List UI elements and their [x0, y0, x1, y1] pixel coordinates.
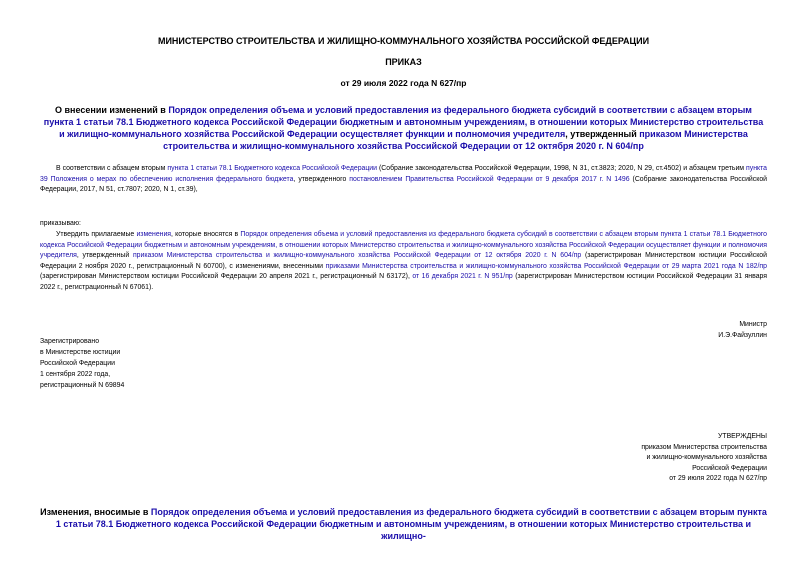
p3-link-changes[interactable]: изменения [136, 231, 172, 238]
p3-text-6: (зарегистрирован Министерством юстиции Российской Федерации 31 января 2022 г., регистрационный N 67061). [40, 273, 768, 291]
approved-line: Российской Федерации [692, 464, 767, 472]
p3-text-5: (зарегистрирован Министерством юстиции Российской Федерации 20 апреля 2021 г., регистрационный N 63172), [40, 273, 413, 280]
registration-line: в Министерстве юстиции [40, 349, 121, 356]
approved-label: УТВЕРЖДЕНЫ [718, 433, 767, 440]
changes-title-prefix: Изменения, вносимые в [40, 507, 151, 517]
p3-link-order-951[interactable]: от 16 декабря 2021 г. N 951/пр [412, 273, 513, 280]
p3-link-procedure[interactable]: Порядок определения объема и условий предоставления из федерального бюджета субсидий в соответствии с абзацем вторым пункта 1 статьи 78.1 Бюджетного кодекса Российской Федерации бюджетным и автономным учреждениям, в отношении которых Министерство строительства и жилищно-коммунального хозяйства Российской Федерации осуществляет функции и полномочия учредителя [40, 231, 767, 259]
approved-line: приказом Министерства строительства [641, 443, 767, 451]
signature-name: И.Э.Файзуллин [718, 331, 767, 339]
p3-link-order-182[interactable]: приказами Министерства строительства и жилищно-коммунального хозяйства Российской Федерации от 29 марта 2021 года N 182/пр [325, 262, 767, 270]
p3-text-1: Утвердить прилагаемые [56, 231, 137, 238]
p1-text-1: В соответствии с абзацем вторым [56, 165, 168, 172]
document-title [40, 104, 767, 152]
signature-position: Министр [739, 321, 767, 328]
p1-link-regulation[interactable]: пункта 39 Положения о мерах по обеспечению исполнения федерального бюджета [40, 165, 768, 183]
approved-line: и жилищно-коммунального хозяйства [646, 454, 767, 461]
registration-block [40, 336, 124, 391]
changes-title-link[interactable]: Порядок определения объема и условий предоставления из федерального бюджета субсидий в соответствии с абзацем вторым пункта 1 статьи 78.1 Бюджетного кодекса Российской Федерации бюджетным и автономным учреждениям, в отношении которых Министерство строительства и жилищно- [55, 507, 767, 541]
doc-type-heading: ПРИКАЗ [385, 57, 422, 67]
p1-text-4: (Собрание законодательства Российской Федерации, 2017, N 51, ст.7807; 2020, N 1, ст.39), [40, 175, 767, 193]
approved-line: от 29 июля 2022 года N 627/пр [669, 475, 767, 482]
p1-text-2: (Собрание законодательства Российской Федерации, 1998, N 31, ст.3823; 2020, N 29, ст.4502) и абзацем третьим [377, 165, 747, 172]
title-link-procedure[interactable]: Порядок определения объема и условий предоставления из федерального бюджета субсидий в соответствии с абзацем вторым пункта 1 статьи 78.1 Бюджетного кодекса Российской Федерации бюджетным и автономным учреждениям, в отношении которых Министерство строительства и жилищно-коммунального хозяйства Российской Федерации осуществляет функции и полномочия учредителя [43, 105, 764, 139]
title-middle: , утвержденный [565, 129, 640, 139]
p1-link-budget-code[interactable]: пункта 1 статьи 78.1 Бюджетного кодекса Российской Федерации [167, 165, 378, 172]
p1-text-3: , утвержденного [293, 175, 350, 183]
approved-block [641, 432, 767, 485]
paragraph-order-word: приказываю: [40, 220, 81, 227]
paragraph-approve [40, 230, 767, 293]
paragraph-basis [40, 164, 767, 196]
registration-line: Российской Федерации [40, 360, 115, 367]
registration-line: 1 сентября 2022 года, [40, 371, 111, 378]
signature-block [718, 320, 767, 341]
registration-line: регистрационный N 69894 [40, 382, 125, 389]
p3-text-2: , которые вносятся в [171, 231, 241, 238]
title-prefix: О внесении изменений в [55, 105, 169, 115]
registration-line: Зарегистрировано [40, 338, 100, 345]
p3-text-3: , утвержденный [76, 252, 133, 259]
changes-title [40, 506, 767, 542]
title-link-order[interactable]: приказом Министерства строительства и жилищно-коммунального хозяйства Российской Федерации от 12 октября 2020 г. N 604/пр [163, 129, 748, 151]
p3-text-4: (зарегистрирован Министерством юстиции Российской Федерации 2 ноября 2020 г., регистрационный N 60700), с изменениями, внесенными [40, 252, 767, 270]
doc-date-number: от 29 июля 2022 года N 627/пр [340, 78, 467, 88]
ministry-heading: МИНИСТЕРСТВО СТРОИТЕЛЬСТВА И ЖИЛИЩНО-КОММУНАЛЬНОГО ХОЗЯЙСТВА РОССИЙСКОЙ ФЕДЕРАЦИИ [157, 36, 650, 46]
p1-link-resolution[interactable]: постановлением Правительства Российской Федерации от 9 декабря 2017 г. N 1496 [349, 175, 630, 183]
p3-link-order-604[interactable]: приказом Министерства строительства и жилищно-коммунального хозяйства Российской Федерации от 12 октября 2020 г. N 604/пр [132, 252, 582, 259]
